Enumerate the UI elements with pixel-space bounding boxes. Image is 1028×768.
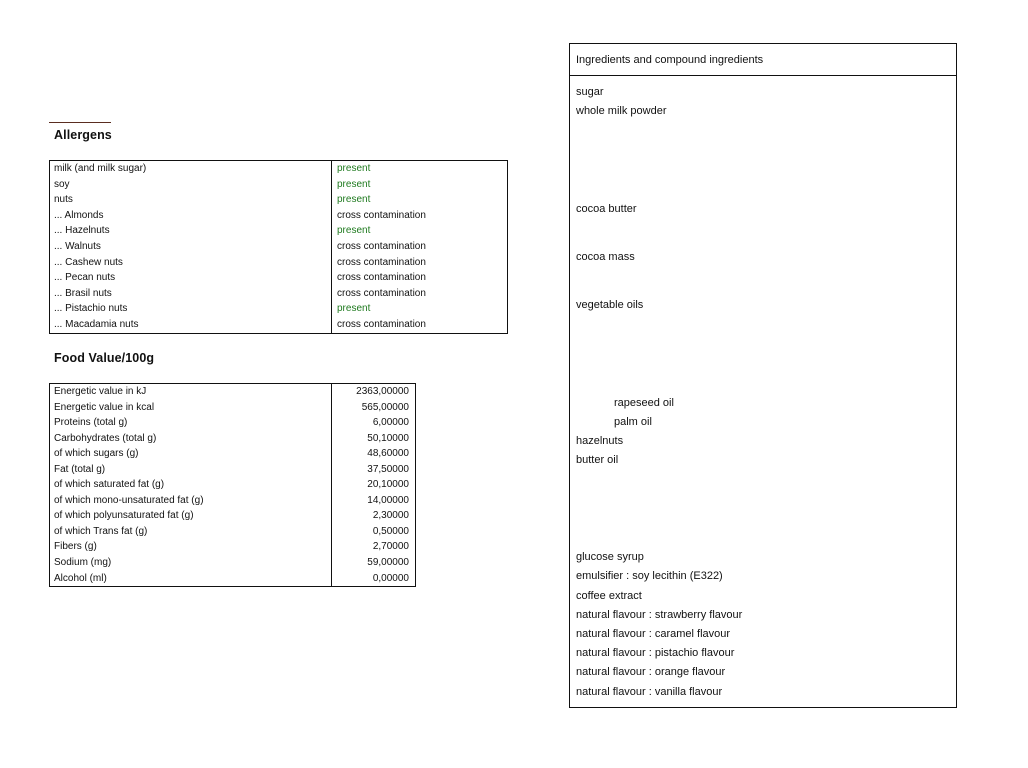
nutrient-value: 2363,00000 [356, 386, 409, 397]
allergen-status: present [337, 194, 371, 206]
allergen-name: ... Cashew nuts [50, 255, 332, 271]
ingredient-item: cocoa mass [576, 251, 635, 263]
allergen-row [50, 301, 508, 317]
ingredient-item: natural flavour : caramel flavour [576, 628, 731, 640]
nutrient-value: 37,50000 [367, 463, 409, 475]
nutrient-name: Energetic value in kcal [50, 400, 332, 416]
nutrient-name: of which sugars (g) [50, 446, 332, 462]
ingredient-item: natural flavour : pistachio flavour [576, 647, 735, 659]
allergen-row [50, 177, 508, 193]
allergen-status: present [337, 303, 371, 315]
food-value-row [50, 446, 416, 462]
nutrient-name: of which Trans fat (g) [50, 524, 332, 540]
ingredient-item: rapeseed oil [614, 397, 674, 409]
ingredients-header: Ingredients and compound ingredients [570, 44, 956, 76]
food-value-row [50, 477, 416, 493]
food-value-row [50, 493, 416, 509]
ingredient-item: glucose syrup [576, 551, 644, 563]
nutrient-value: 2,30000 [372, 510, 409, 522]
food-value-row [50, 384, 416, 400]
food-value-row [50, 524, 416, 540]
food-value-row [50, 555, 416, 571]
nutrient-value: 2,70000 [372, 541, 409, 553]
food-value-row [50, 462, 416, 478]
nutrient-value: 20,10000 [367, 479, 409, 491]
allergen-status: cross contamination [337, 287, 426, 299]
ingredient-item: sugar [576, 86, 604, 98]
allergen-row [50, 286, 508, 302]
ingredient-item: emulsifier : soy lecithin (E322) [576, 570, 723, 582]
nutrient-name: Fat (total g) [50, 462, 332, 478]
ingredient-item: whole milk powder [576, 105, 667, 117]
nutrient-value: 50,10000 [367, 432, 409, 444]
nutrient-name: of which saturated fat (g) [50, 477, 332, 493]
food-value-row [50, 400, 416, 416]
nutrient-name: Fibers (g) [50, 539, 332, 555]
allergen-status: cross contamination [337, 318, 426, 330]
nutrient-name: Alcohol (ml) [50, 571, 332, 587]
allergen-row [50, 208, 508, 224]
allergen-row [50, 223, 508, 239]
allergen-row [50, 317, 508, 333]
nutrient-value: 59,00000 [367, 557, 409, 569]
ingredient-item: hazelnuts [576, 435, 624, 447]
allergen-status: present [337, 163, 371, 174]
ingredient-item: natural flavour : vanilla flavour [576, 686, 723, 698]
food-value-row [50, 539, 416, 555]
nutrient-value: 48,60000 [367, 448, 409, 460]
food-value-table [49, 383, 416, 587]
nutrient-name: of which mono-unsaturated fat (g) [50, 493, 332, 509]
allergen-name: nuts [50, 192, 332, 208]
heading-rule [49, 122, 111, 123]
nutrient-name: Energetic value in kJ [50, 384, 332, 400]
allergen-name: ... Pecan nuts [50, 270, 332, 286]
allergen-row [50, 239, 508, 255]
allergen-name: ... Macadamia nuts [50, 317, 332, 333]
allergen-status: cross contamination [337, 272, 426, 284]
nutrient-value: 0,00000 [372, 572, 409, 584]
allergen-row [50, 270, 508, 286]
nutrient-value: 14,00000 [367, 494, 409, 506]
nutrient-value: 0,50000 [372, 525, 409, 537]
nutrient-name: Carbohydrates (total g) [50, 431, 332, 447]
allergen-name: soy [50, 177, 332, 193]
ingredient-item: natural flavour : strawberry flavour [576, 609, 743, 621]
ingredient-item: butter oil [576, 454, 619, 466]
food-value-row [50, 431, 416, 447]
ingredient-item: cocoa butter [576, 203, 637, 215]
ingredient-item: palm oil [614, 416, 652, 428]
allergen-status: cross contamination [337, 240, 426, 252]
nutrient-name: Sodium (mg) [50, 555, 332, 571]
nutrient-name: Proteins (total g) [50, 415, 332, 431]
nutrient-value: 565,00000 [361, 401, 409, 413]
allergens-title: Allergens [54, 128, 112, 142]
ingredient-item: vegetable oils [576, 299, 644, 311]
allergen-name: ... Brasil nuts [50, 286, 332, 302]
food-value-row [50, 508, 416, 524]
allergen-status: present [337, 178, 371, 190]
allergen-row [50, 192, 508, 208]
nutrient-value: 6,00000 [372, 417, 409, 429]
food-value-row [50, 415, 416, 431]
food-value-row [50, 571, 416, 587]
food-value-title: Food Value/100g [54, 351, 155, 365]
allergen-status: cross contamination [337, 256, 426, 268]
allergen-name: ... Hazelnuts [50, 223, 332, 239]
ingredient-item: natural flavour : orange flavour [576, 666, 726, 678]
allergen-status: present [337, 225, 371, 237]
allergen-row [50, 161, 508, 177]
allergens-table [49, 160, 508, 334]
ingredient-item: coffee extract [576, 590, 642, 602]
allergen-row [50, 255, 508, 271]
allergen-name: ... Pistachio nuts [50, 301, 332, 317]
allergen-status: cross contamination [337, 209, 426, 221]
allergen-name: milk (and milk sugar) [50, 161, 332, 177]
nutrient-name: of which polyunsaturated fat (g) [50, 508, 332, 524]
allergen-name: ... Walnuts [50, 239, 332, 255]
ingredients-panel [569, 43, 957, 708]
allergen-name: ... Almonds [50, 208, 332, 224]
